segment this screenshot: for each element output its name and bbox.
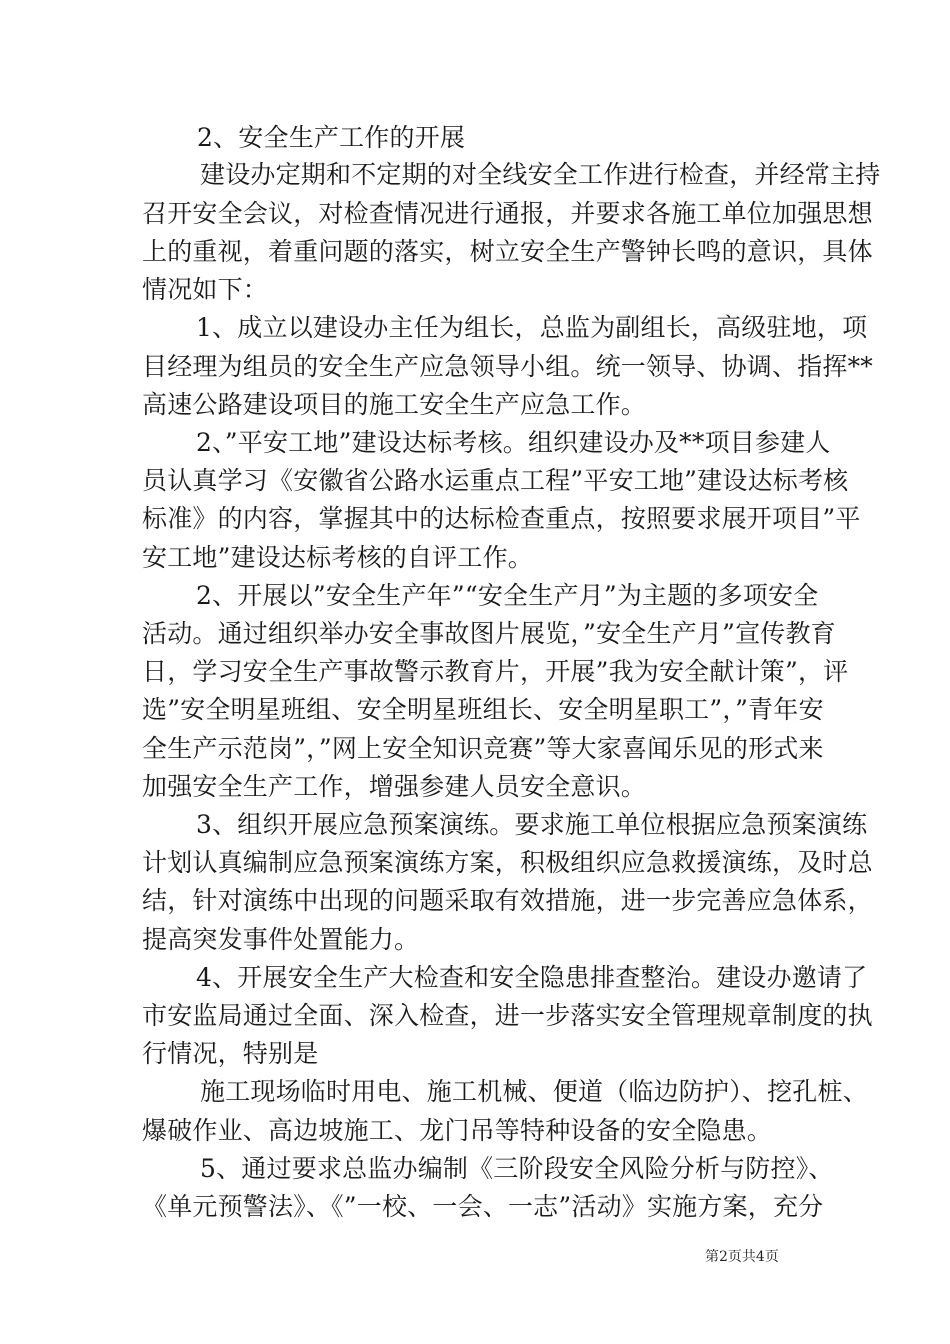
text-line: 《单元预警法》、《”一校、一会、一志”活动》实施方案，充分 — [142, 1192, 824, 1221]
text-line: 5、通过要求总监办编制《三阶段安全风险分析与防控》、 — [200, 1154, 834, 1183]
text-line: 市安监局通过全面、深入检查，进一步落实安全管理规章制度的执 — [142, 1001, 873, 1030]
text-line: 建设办定期和不定期的对全线安全工作进行检查，并经常主持 — [200, 160, 881, 189]
text-line: 目经理为组员的安全生产应急领导小组。统一领导、协调、指挥** — [142, 352, 874, 381]
text-line: 提高突发事件处置能力。 — [142, 925, 420, 954]
page-number: 第2页共4页 — [705, 1249, 779, 1265]
text-line: 活动。通过组织举办安全事故图片展览，”安全生产月”宣传教育 — [142, 619, 836, 648]
text-line: 1、成立以建设办主任为组长，总监为副组长，高级驻地，项 — [196, 313, 868, 342]
text-line: 日，学习安全生产事故警示教育片，开展”我为安全献计策”，评 — [142, 657, 849, 686]
text-line: 情况如下： — [142, 275, 269, 304]
text-line: 爆破作业、高边坡施工、龙门吊等特种设备的安全隐患。 — [142, 1116, 773, 1145]
text-line: 计划认真编制应急预案演练方案，积极组织应急救援演练，及时总 — [142, 848, 873, 877]
text-line: 选”安全明星班组、安全明星班组长、安全明星职工”，”青年安 — [142, 695, 824, 724]
text-line: 全生产示范岗”，”网上安全知识竞赛”等大家喜闻乐见的形式来 — [142, 734, 824, 763]
text-line: 3、组织开展应急预案演练。要求施工单位根据应急预案演练 — [196, 810, 868, 839]
text-line: 2、开展以”安全生产年”“安全生产月”为主题的多项安全 — [196, 581, 819, 610]
text-line: 员认真学习《安徽省公路水运重点工程”平安工地”建设达标考核 — [142, 466, 849, 495]
text-line: 召开安全会议，对检查情况进行通报，并要求各施工单位加强思想 — [142, 199, 873, 228]
text-line: 上的重视，着重问题的落实，树立安全生产警钟长鸣的意识，具体 — [142, 237, 873, 266]
text-line: 2、”平安工地”建设达标考核。组织建设办及**项目参建人 — [196, 428, 831, 457]
text-line: 2、安全生产工作的开展 — [197, 123, 466, 152]
text-line: 4、开展安全生产大检查和安全隐患排查整治。建设办邀请了 — [196, 963, 868, 992]
text-line: 标准》的内容，掌握其中的达标检查重点，按照要求展开项目”平 — [142, 504, 861, 533]
text-line: 行情况，特别是 — [142, 1039, 319, 1068]
text-line: 施工现场临时用电、施工机械、便道（临边防护）、挖孔桩、 — [200, 1077, 868, 1106]
text-line: 高速公路建设项目的施工安全生产应急工作。 — [142, 390, 647, 419]
text-line: 加强安全生产工作，增强参建人员安全意识。 — [142, 772, 647, 801]
text-line: 安工地”建设达标考核的自评工作。 — [142, 543, 533, 572]
text-line: 结，针对演练中出现的问题采取有效措施，进一步完善应急体系， — [142, 886, 873, 915]
